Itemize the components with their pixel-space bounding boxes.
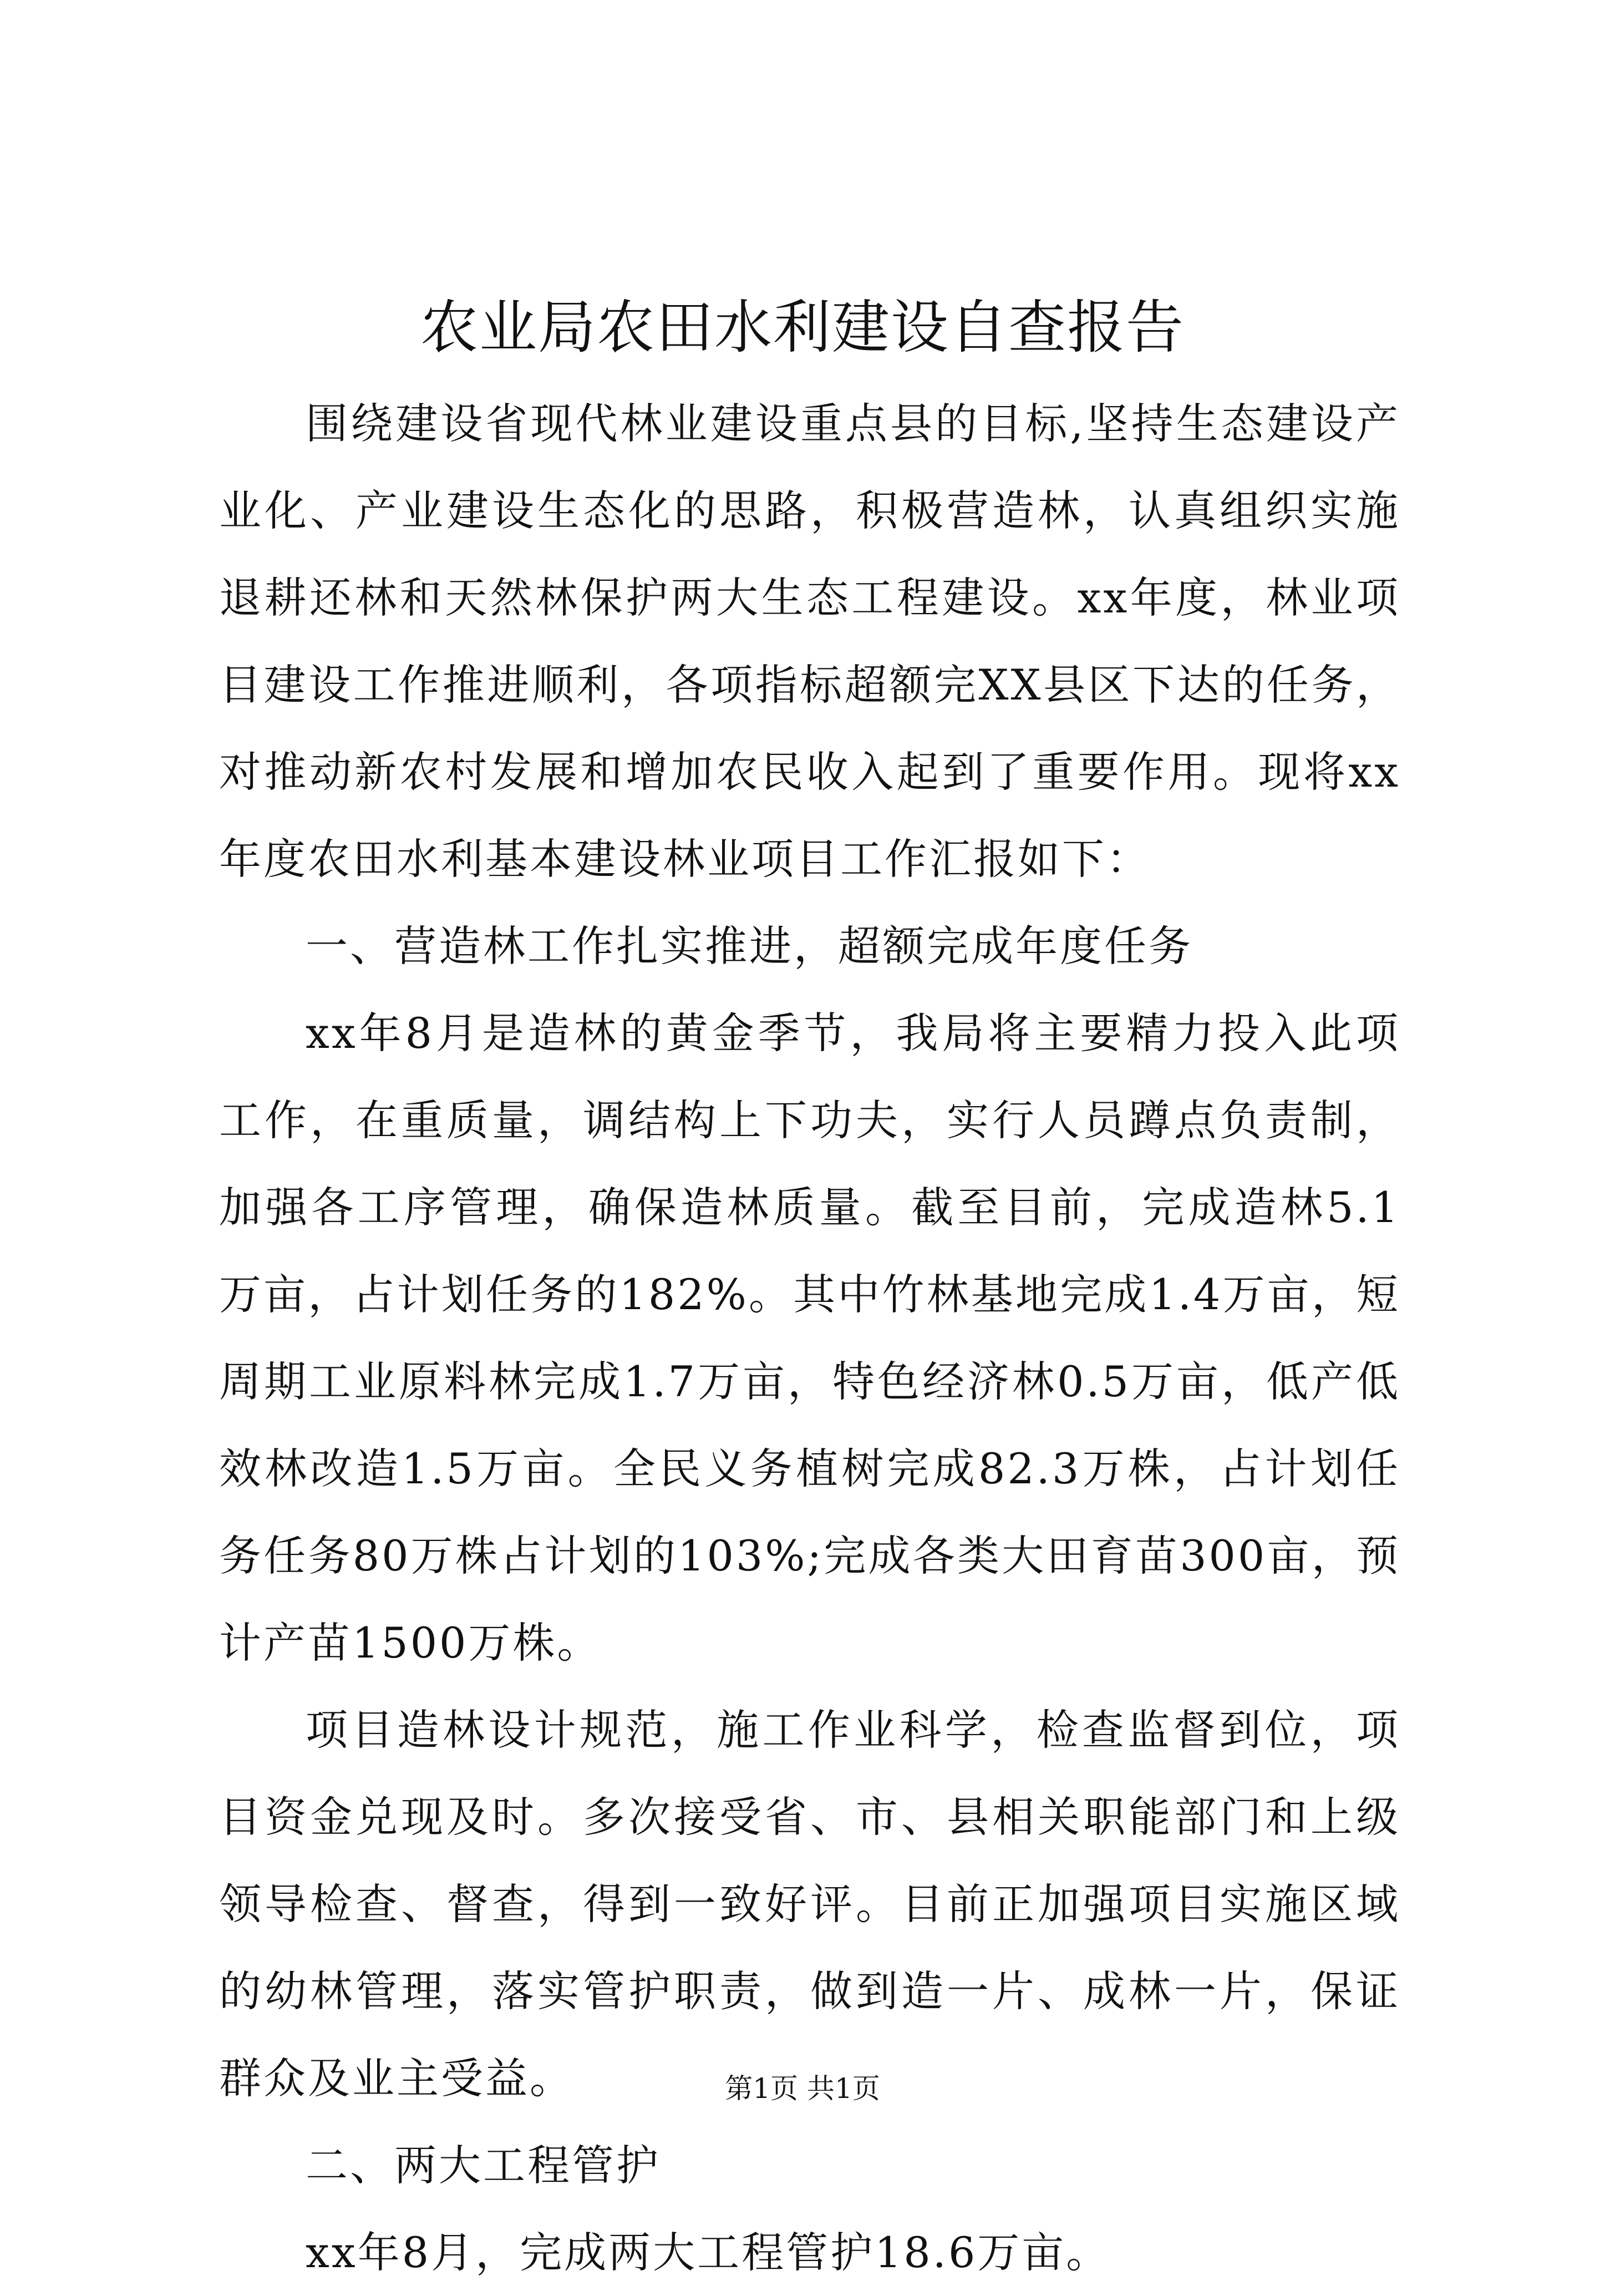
- section-heading-2: 二、两大工程管护: [306, 2141, 661, 2190]
- page-number-footer: 第1页 共1页: [725, 2072, 880, 2105]
- paragraph-project-quality: 项目造林设计规范，施工作业科学，检查监督到位，项目资金兑现及时。多次接受省、市、县相关职能部门和上级领导检查、督查，得到一致好评。目前正加强项目实施区域的幼林管理，落实管护职责，做到造一片、成林一片，保证群众及业主受益。: [219, 1705, 1400, 2103]
- document-body: [219, 380, 1400, 2296]
- section-heading-1: 一、营造林工作扎实推进，超额完成年度任务: [306, 921, 1193, 971]
- document-title: 农业局农田水利建设自查报告: [420, 293, 1185, 361]
- paragraph-intro: 围绕建设省现代林业建设重点县的目标,坚持生态建设产业化、产业建设生态化的思路，积极营造林，认真组织实施退耕还林和天然林保护两大生态工程建设。xx年度，林业项目建设工作推进顺利，各项指标超额完XX县区下达的任务，对推动新农村发展和增加农民收入起到了重要作用。现将xx年度农田水利基本建设林业项目工作汇报如下：: [219, 399, 1400, 884]
- paragraph-protection: xx年8月，完成两大工程管护18.6万亩。: [306, 2228, 1111, 2277]
- paragraph-afforestation: xx年8月是造林的黄金季节，我局将主要精力投入此项工作，在重质量，调结构上下功夫，实行人员蹲点负责制，加强各工序管理，确保造林质量。截至目前，完成造林5.1万亩，占计划任务的182%。其中竹林基地完成1.4万亩，短周期工业原料林完成1.7万亩，特色经济林0.5万亩，低产低效林改造1.5万亩。全民义务植树完成82.3万株，占计划任务任务80万株占计划的103%;完成各类大田育苗300亩，预计产苗1500万株。: [219, 1008, 1400, 1667]
